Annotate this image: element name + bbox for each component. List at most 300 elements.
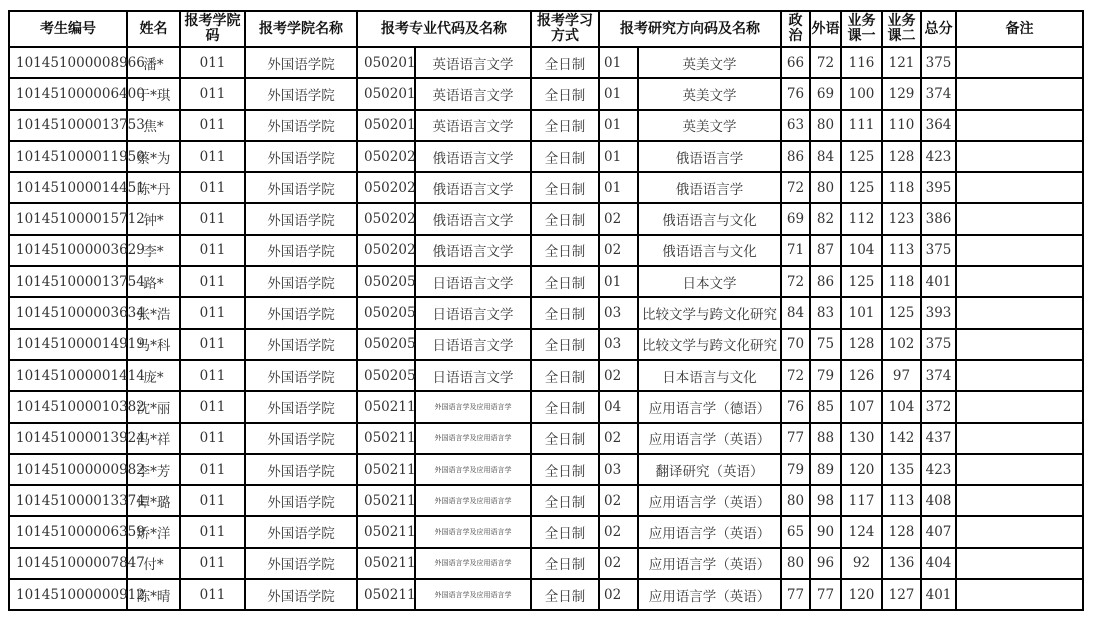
remarks: [956, 235, 1083, 266]
score-course2: 118: [882, 172, 921, 203]
college-name: 外国语学院: [245, 391, 357, 422]
direction-code: 01: [599, 141, 638, 172]
score-total: 423: [921, 141, 956, 172]
direction-code: 01: [599, 172, 638, 203]
student-name: 付*: [127, 548, 180, 579]
college-code: 011: [180, 516, 245, 547]
score-course1: 130: [841, 423, 882, 454]
direction-code: 02: [599, 548, 638, 579]
study-mode: 全日制: [531, 141, 599, 172]
score-foreign: 88: [810, 423, 841, 454]
major-code: 050201: [357, 110, 415, 141]
student-name: 谭*璐: [127, 485, 180, 516]
direction-name: 应用语言学（英语）: [638, 548, 781, 579]
remarks: [956, 548, 1083, 579]
score-total: 437: [921, 423, 956, 454]
direction-code: 02: [599, 203, 638, 234]
student-name: 陈*晴: [127, 579, 180, 610]
score-foreign: 90: [810, 516, 841, 547]
major-code: 050202: [357, 203, 415, 234]
student-id: 101451000010382: [9, 391, 127, 422]
major-code: 050211: [357, 454, 415, 485]
remarks: [956, 203, 1083, 234]
header-course2: 业务课二: [882, 11, 921, 47]
direction-name: 比较文学与跨文化研究: [638, 329, 781, 360]
admission-score-table: [8, 10, 1084, 611]
student-id: 101451000000912: [9, 579, 127, 610]
major-code: 050211: [357, 485, 415, 516]
direction-name: 英美文学: [638, 78, 781, 109]
score-course2: 136: [882, 548, 921, 579]
table-row: [9, 235, 1083, 266]
college-code: 011: [180, 110, 245, 141]
score-course2: 97: [882, 360, 921, 391]
college-name: 外国语学院: [245, 141, 357, 172]
college-code: 011: [180, 423, 245, 454]
college-name: 外国语学院: [245, 423, 357, 454]
major-code: 050202: [357, 172, 415, 203]
college-code: 011: [180, 360, 245, 391]
score-course2: 135: [882, 454, 921, 485]
score-politics: 79: [781, 454, 810, 485]
table-row: [9, 141, 1083, 172]
table-row: [9, 579, 1083, 610]
college-code: 011: [180, 485, 245, 516]
direction-code: 01: [599, 47, 638, 78]
study-mode: 全日制: [531, 78, 599, 109]
study-mode: 全日制: [531, 391, 599, 422]
table-row: [9, 47, 1083, 78]
remarks: [956, 454, 1083, 485]
direction-code: 02: [599, 579, 638, 610]
score-course2: 113: [882, 235, 921, 266]
major-name: 俄语语言文学: [415, 172, 531, 203]
major-name: 俄语语言文学: [415, 203, 531, 234]
remarks: [956, 579, 1083, 610]
college-name: 外国语学院: [245, 485, 357, 516]
college-code: 011: [180, 329, 245, 360]
student-id: 101451000013374: [9, 485, 127, 516]
direction-code: 01: [599, 78, 638, 109]
score-total: 395: [921, 172, 956, 203]
direction-name: 日本语言与文化: [638, 360, 781, 391]
student-id: 101451000006400: [9, 78, 127, 109]
score-course1: 128: [841, 329, 882, 360]
direction-name: 比较文学与跨文化研究: [638, 297, 781, 328]
study-mode: 全日制: [531, 47, 599, 78]
score-foreign: 82: [810, 203, 841, 234]
score-foreign: 80: [810, 110, 841, 141]
college-name: 外国语学院: [245, 235, 357, 266]
major-name: 外国语言学及应用语言学: [415, 548, 531, 579]
study-mode: 全日制: [531, 454, 599, 485]
score-politics: 80: [781, 548, 810, 579]
score-total: 374: [921, 360, 956, 391]
major-name: 俄语语言文学: [415, 235, 531, 266]
remarks: [956, 78, 1083, 109]
score-total: 375: [921, 47, 956, 78]
direction-code: 02: [599, 235, 638, 266]
college-code: 011: [180, 235, 245, 266]
score-politics: 86: [781, 141, 810, 172]
major-name: 外国语言学及应用语言学: [415, 579, 531, 610]
score-politics: 76: [781, 78, 810, 109]
score-course2: 110: [882, 110, 921, 141]
college-code: 011: [180, 548, 245, 579]
score-course2: 104: [882, 391, 921, 422]
score-course2: 125: [882, 297, 921, 328]
score-politics: 71: [781, 235, 810, 266]
score-total: 401: [921, 266, 956, 297]
college-code: 011: [180, 203, 245, 234]
score-course1: 125: [841, 172, 882, 203]
score-foreign: 84: [810, 141, 841, 172]
score-politics: 76: [781, 391, 810, 422]
major-name: 外国语言学及应用语言学: [415, 423, 531, 454]
student-id: 101451000014451: [9, 172, 127, 203]
major-name: 英语语言文学: [415, 78, 531, 109]
study-mode: 全日制: [531, 235, 599, 266]
score-foreign: 85: [810, 391, 841, 422]
score-course1: 101: [841, 297, 882, 328]
score-total: 408: [921, 485, 956, 516]
study-mode: 全日制: [531, 516, 599, 547]
score-course1: 92: [841, 548, 882, 579]
college-code: 011: [180, 297, 245, 328]
major-code: 050205: [357, 297, 415, 328]
major-code: 050205: [357, 329, 415, 360]
student-id: 101451000011950: [9, 141, 127, 172]
table-row: [9, 391, 1083, 422]
study-mode: 全日制: [531, 329, 599, 360]
direction-name: 英美文学: [638, 47, 781, 78]
study-mode: 全日制: [531, 297, 599, 328]
direction-name: 翻译研究（英语）: [638, 454, 781, 485]
score-course1: 125: [841, 266, 882, 297]
student-id: 101451000013753: [9, 110, 127, 141]
table-body: [9, 47, 1083, 610]
direction-code: 02: [599, 360, 638, 391]
college-name: 外国语学院: [245, 78, 357, 109]
header-id: 考生编号: [9, 11, 127, 47]
direction-code: 01: [599, 266, 638, 297]
score-course1: 104: [841, 235, 882, 266]
score-course1: 125: [841, 141, 882, 172]
major-name: 外国语言学及应用语言学: [415, 485, 531, 516]
score-politics: 72: [781, 266, 810, 297]
score-politics: 66: [781, 47, 810, 78]
college-name: 外国语学院: [245, 548, 357, 579]
major-code: 050201: [357, 47, 415, 78]
score-politics: 63: [781, 110, 810, 141]
major-code: 050202: [357, 235, 415, 266]
student-id: 101451000015712: [9, 203, 127, 234]
direction-code: 02: [599, 423, 638, 454]
student-name: 李*: [127, 235, 180, 266]
major-code: 050211: [357, 391, 415, 422]
student-name: 蔡*为: [127, 141, 180, 172]
table-row: [9, 423, 1083, 454]
major-name: 俄语语言文学: [415, 141, 531, 172]
score-politics: 72: [781, 360, 810, 391]
table-row: [9, 172, 1083, 203]
major-name: 英语语言文学: [415, 47, 531, 78]
score-course1: 100: [841, 78, 882, 109]
remarks: [956, 266, 1083, 297]
major-code: 050211: [357, 423, 415, 454]
score-course1: 116: [841, 47, 882, 78]
score-foreign: 96: [810, 548, 841, 579]
direction-name: 应用语言学（英语）: [638, 516, 781, 547]
student-name: 张*浩: [127, 297, 180, 328]
score-foreign: 72: [810, 47, 841, 78]
direction-code: 04: [599, 391, 638, 422]
score-course1: 111: [841, 110, 882, 141]
score-total: 401: [921, 579, 956, 610]
student-id: 101451000013754: [9, 266, 127, 297]
score-course2: 127: [882, 579, 921, 610]
score-course2: 129: [882, 78, 921, 109]
direction-name: 俄语语言与文化: [638, 203, 781, 234]
student-name: 沈*丽: [127, 391, 180, 422]
student-id: 101451000006359: [9, 516, 127, 547]
remarks: [956, 423, 1083, 454]
major-name: 日语语言文学: [415, 360, 531, 391]
score-foreign: 87: [810, 235, 841, 266]
remarks: [956, 391, 1083, 422]
table-row: [9, 454, 1083, 485]
score-total: 375: [921, 329, 956, 360]
major-code: 050205: [357, 266, 415, 297]
college-name: 外国语学院: [245, 360, 357, 391]
student-id: 101451000003634: [9, 297, 127, 328]
header-college-name: 报考学院名称: [245, 11, 357, 47]
score-total: 372: [921, 391, 956, 422]
score-foreign: 75: [810, 329, 841, 360]
score-politics: 84: [781, 297, 810, 328]
major-name: 日语语言文学: [415, 297, 531, 328]
study-mode: 全日制: [531, 360, 599, 391]
student-id: 101451000008966: [9, 47, 127, 78]
remarks: [956, 47, 1083, 78]
study-mode: 全日制: [531, 485, 599, 516]
direction-name: 应用语言学（德语）: [638, 391, 781, 422]
table-row: [9, 78, 1083, 109]
college-code: 011: [180, 391, 245, 422]
college-code: 011: [180, 454, 245, 485]
study-mode: 全日制: [531, 266, 599, 297]
direction-name: 俄语语言学: [638, 141, 781, 172]
student-name: 李*芳: [127, 454, 180, 485]
college-code: 011: [180, 141, 245, 172]
table-row: [9, 548, 1083, 579]
study-mode: 全日制: [531, 110, 599, 141]
table-row: [9, 329, 1083, 360]
score-foreign: 98: [810, 485, 841, 516]
major-name: 外国语言学及应用语言学: [415, 454, 531, 485]
score-course1: 120: [841, 579, 882, 610]
college-name: 外国语学院: [245, 579, 357, 610]
major-name: 日语语言文学: [415, 329, 531, 360]
student-name: 马*科: [127, 329, 180, 360]
college-name: 外国语学院: [245, 516, 357, 547]
header-mode: 报考学习方式: [531, 11, 599, 47]
major-code: 050205: [357, 360, 415, 391]
study-mode: 全日制: [531, 423, 599, 454]
score-course2: 113: [882, 485, 921, 516]
table-row: [9, 516, 1083, 547]
score-total: 423: [921, 454, 956, 485]
college-code: 011: [180, 172, 245, 203]
header-major: 报考专业代码及名称: [357, 11, 531, 47]
student-name: 潘*: [127, 47, 180, 78]
header-college-code: 报考学院码: [180, 11, 245, 47]
student-id: 101451000001414: [9, 360, 127, 391]
student-name: 冯*祥: [127, 423, 180, 454]
score-foreign: 89: [810, 454, 841, 485]
score-total: 393: [921, 297, 956, 328]
student-name: 矫*洋: [127, 516, 180, 547]
direction-code: 02: [599, 516, 638, 547]
score-course1: 107: [841, 391, 882, 422]
score-total: 407: [921, 516, 956, 547]
score-politics: 72: [781, 172, 810, 203]
student-name: 路*: [127, 266, 180, 297]
major-name: 外国语言学及应用语言学: [415, 516, 531, 547]
study-mode: 全日制: [531, 203, 599, 234]
score-total: 364: [921, 110, 956, 141]
remarks: [956, 141, 1083, 172]
college-name: 外国语学院: [245, 172, 357, 203]
remarks: [956, 360, 1083, 391]
direction-name: 应用语言学（英语）: [638, 579, 781, 610]
college-name: 外国语学院: [245, 266, 357, 297]
score-course2: 121: [882, 47, 921, 78]
score-course2: 128: [882, 516, 921, 547]
header-total: 总分: [921, 11, 956, 47]
major-code: 050202: [357, 141, 415, 172]
student-id: 101451000007847: [9, 548, 127, 579]
score-course1: 112: [841, 203, 882, 234]
score-foreign: 79: [810, 360, 841, 391]
student-id: 101451000000982: [9, 454, 127, 485]
score-course1: 117: [841, 485, 882, 516]
table-row: [9, 110, 1083, 141]
college-name: 外国语学院: [245, 297, 357, 328]
major-code: 050201: [357, 78, 415, 109]
score-course2: 118: [882, 266, 921, 297]
score-total: 374: [921, 78, 956, 109]
student-name: 庞*: [127, 360, 180, 391]
remarks: [956, 110, 1083, 141]
score-course2: 142: [882, 423, 921, 454]
table-row: [9, 485, 1083, 516]
direction-name: 应用语言学（英语）: [638, 423, 781, 454]
score-politics: 80: [781, 485, 810, 516]
major-code: 050211: [357, 516, 415, 547]
score-foreign: 80: [810, 172, 841, 203]
header-row: [9, 11, 1083, 47]
direction-code: 03: [599, 297, 638, 328]
header-direction: 报考研究方向码及名称: [599, 11, 781, 47]
direction-code: 03: [599, 329, 638, 360]
direction-name: 应用语言学（英语）: [638, 485, 781, 516]
score-course1: 124: [841, 516, 882, 547]
score-total: 404: [921, 548, 956, 579]
score-total: 386: [921, 203, 956, 234]
table-row: [9, 266, 1083, 297]
college-code: 011: [180, 47, 245, 78]
student-name: 陈*丹: [127, 172, 180, 203]
score-foreign: 83: [810, 297, 841, 328]
score-foreign: 77: [810, 579, 841, 610]
direction-name: 英美文学: [638, 110, 781, 141]
score-course2: 123: [882, 203, 921, 234]
college-name: 外国语学院: [245, 47, 357, 78]
score-politics: 77: [781, 579, 810, 610]
major-code: 050211: [357, 548, 415, 579]
remarks: [956, 297, 1083, 328]
direction-name: 俄语语言与文化: [638, 235, 781, 266]
college-name: 外国语学院: [245, 329, 357, 360]
student-id: 101451000003629: [9, 235, 127, 266]
table-row: [9, 297, 1083, 328]
score-politics: 69: [781, 203, 810, 234]
header-foreign: 外语: [810, 11, 841, 47]
score-course2: 102: [882, 329, 921, 360]
college-name: 外国语学院: [245, 454, 357, 485]
table-row: [9, 360, 1083, 391]
header-course1: 业务课一: [841, 11, 882, 47]
major-code: 050211: [357, 579, 415, 610]
student-name: 于*琪: [127, 78, 180, 109]
score-politics: 65: [781, 516, 810, 547]
major-name: 外国语言学及应用语言学: [415, 391, 531, 422]
score-course1: 126: [841, 360, 882, 391]
college-code: 011: [180, 579, 245, 610]
remarks: [956, 516, 1083, 547]
study-mode: 全日制: [531, 548, 599, 579]
college-name: 外国语学院: [245, 110, 357, 141]
major-name: 英语语言文学: [415, 110, 531, 141]
study-mode: 全日制: [531, 579, 599, 610]
direction-name: 日本文学: [638, 266, 781, 297]
score-politics: 70: [781, 329, 810, 360]
direction-code: 02: [599, 485, 638, 516]
student-name: 焦*: [127, 110, 180, 141]
header-remarks: 备注: [956, 11, 1083, 47]
student-id: 101451000013924: [9, 423, 127, 454]
college-code: 011: [180, 266, 245, 297]
score-politics: 77: [781, 423, 810, 454]
score-course2: 128: [882, 141, 921, 172]
direction-code: 03: [599, 454, 638, 485]
student-name: 钟*: [127, 203, 180, 234]
college-code: 011: [180, 78, 245, 109]
student-id: 101451000014919: [9, 329, 127, 360]
remarks: [956, 172, 1083, 203]
score-foreign: 86: [810, 266, 841, 297]
college-name: 外国语学院: [245, 203, 357, 234]
remarks: [956, 485, 1083, 516]
direction-code: 01: [599, 110, 638, 141]
study-mode: 全日制: [531, 172, 599, 203]
score-total: 375: [921, 235, 956, 266]
remarks: [956, 329, 1083, 360]
header-politics: 政治: [781, 11, 810, 47]
score-foreign: 69: [810, 78, 841, 109]
score-course1: 120: [841, 454, 882, 485]
